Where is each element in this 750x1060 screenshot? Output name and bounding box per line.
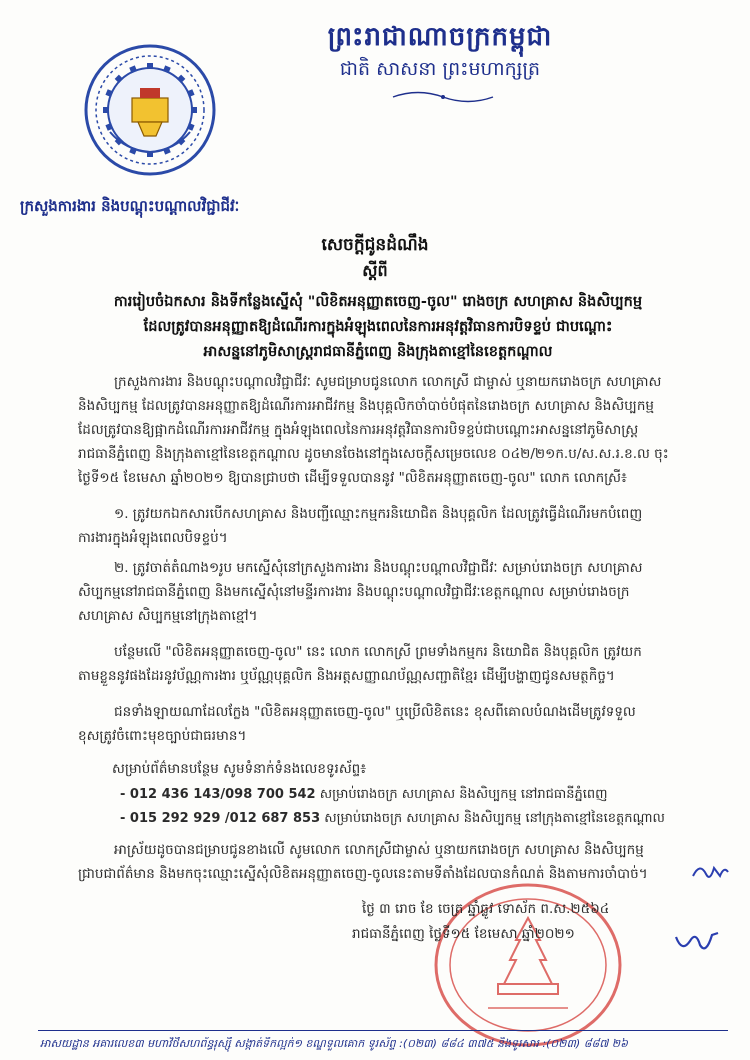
paragraph-3 xyxy=(78,640,708,688)
text-line: ១. ត្រូវយកឯកសារបើកសហគ្រាស និងបញ្ជីឈ្មោះកម្មករនិយោជិត និងបុគ្គលិក ដែលត្រូវធ្វើដំណើរមកបំពេញ xyxy=(114,506,643,522)
solar-date: រាជធានីភ្នំពេញ ថ្ងៃទី១៥ ខែមេសា ឆ្នាំ២០២១ xyxy=(352,926,575,942)
national-motto: ជាតិ សាសនា ព្រះមហាក្សត្រ xyxy=(339,58,541,80)
item-1 xyxy=(78,502,708,550)
text-line: ថ្ងៃទី១៥ ខែមេសា ឆ្នាំ២០២១ ឱ្យបានជ្រាបថា ដើម្បីទទួលបាននូវ "លិខិតអនុញ្ញាតចេញ-ចូល" លោក លោកស្រី៖ xyxy=(78,470,627,486)
kingdom-title: ព្រះរាជាណាចក្រកម្ពុជា xyxy=(327,22,553,52)
text-line: និងសិប្បកម្ម ដែលត្រូវបានអនុញ្ញាតឱ្យដំណើរការអាជីវកម្ម និងបុគ្គលិកចាំបាច់បំផុតនៃរោងចក្រ សហគ្រាស និងសិប្បកម្ម xyxy=(78,398,654,414)
footer-divider xyxy=(38,1030,728,1031)
initial-signature xyxy=(690,858,730,884)
subject-line: អាសន្ននៅភូមិសាស្ត្ររាជធានីភ្នំពេញ និងក្រុងតាខ្មៅនៃខេត្តកណ្តាល xyxy=(203,344,553,360)
text-line: តាមខ្លួននូវផងដែរនូវប័ណ្ណការងារ ឬប័ណ្ណបុគ្គលិក និងអត្តសញ្ញាណប័ណ្ណសញ្ជាតិខ្មែរ ដើម្បីបង្ហាញជូនសមត្ថកិច្ច។ xyxy=(78,668,615,684)
intro-paragraph xyxy=(78,370,708,490)
ornament-divider xyxy=(388,90,498,104)
lunar-date: ថ្ងៃ ៣ រោច ខែ ចេត្រ ឆ្នាំឆ្លូវ ទោស័ក ព.ស.២៥៦៤ xyxy=(362,901,610,917)
text-line: ដែលត្រូវបានឱ្យផ្អាកដំណើរការអាជីវកម្ម ក្នុងអំឡុងពេលនៃការអនុវត្តវិធានការបិទខ្ទប់ជាបណ្តោះអាសន្ននៅភូមិសាស្ត្រ xyxy=(78,422,639,438)
text-line: បន្ថែមលើ "លិខិតអនុញ្ញាតចេញ-ចូល" នេះ លោក លោកស្រី ព្រមទាំងកម្មករ និយោជិត និងបុគ្គលិក ត្រូវយក xyxy=(114,644,642,660)
text-line: អាស្រ័យដូចបានជម្រាបជូនខាងលើ សូមលោក លោកស្រីជាម្ចាស់ ឬនាយករោងចក្រ សហគ្រាស និងសិប្បកម្ម xyxy=(114,842,644,858)
text-line: សិប្បកម្មនៅរាជធានីភ្នំពេញ និងមកស្នើសុំនៅមន្ទីរការងារ និងបណ្តុះបណ្តាលវិជ្ជាជីវៈខេត្តកណ្តាល សម្រាប់រោងចក្រ xyxy=(78,584,630,600)
phone-number: - 012 436 143/098 700 542 xyxy=(120,787,316,802)
text-line: ការងារក្នុងអំឡុងពេលបិទខ្ទប់។ xyxy=(78,530,228,546)
ministry-name: ក្រសួងការងារ និងបណ្តុះបណ្តាលវិជ្ជាជីវៈ xyxy=(20,197,240,215)
subject-line: ការរៀបចំឯកសារ និងទីកន្លែងស្នើសុំ "លិខិតអនុញ្ញាតចេញ-ចូល" រោងចក្រ សហគ្រាស និងសិប្បកម្ម xyxy=(113,294,643,310)
phone-description: សម្រាប់រោងចក្រ សហគ្រាស និងសិប្បកម្ម នៅក្រុងតាខ្មៅនៃខេត្តកណ្តាល xyxy=(324,811,665,826)
text-line: រាជធានីភ្នំពេញ និងក្រុងតាខ្មៅនៃខេត្តកណ្តាល ដូចមានចែងនៅក្នុងសេចក្តីសម្រេចលេខ ០៤២/២១ក.ប/ស.ស.រ.ខ.ល ចុះ xyxy=(78,446,669,462)
subject-line: ដែលត្រូវបានអនុញ្ញាតឱ្យដំណើរការក្នុងអំឡុងពេលនៃការអនុវត្តវិធានការបិទខ្ទប់ ជាបណ្តោះ xyxy=(143,319,613,335)
text-line: ជនទាំងឡាយណាដែលក្លែង "លិខិតអនុញ្ញាតចេញ-ចូល" ឬប្រើលិខិតនេះ ខុសពីគោលបំណងដើមត្រូវទទួល xyxy=(114,704,636,720)
contact-line xyxy=(120,786,720,805)
footer-address: អាសយដ្ឋាន អគារលេខ៣ មហាវិថីសហព័ន្ធរុស្ស៊ី សង្កាត់ទឹកល្អក់១ ខណ្ឌទួលគោក ទូរស័ព្ទ :(០២៣) ៨៨៤ ៣៧៥ និងទូរសារ :(០២៣) ៨៨៧ ២៦ xyxy=(40,1037,628,1050)
phone-number: - 015 292 929 /012 687 853 xyxy=(120,811,321,826)
text-line: ២. ត្រូវចាត់តំណាង១រូប មកស្នើសុំនៅក្រសួងការងារ និងបណ្តុះបណ្តាលវិជ្ជាជីវៈ សម្រាប់រោងចក្រ សហគ្រាស xyxy=(114,560,643,576)
phone-description: សម្រាប់រោងចក្រ សហគ្រាស និងសិប្បកម្ម នៅរាជធានីភ្នំពេញ xyxy=(319,787,608,802)
contact-heading: សម្រាប់ព័ត៌មានបន្ថែម សូមទំនាក់ទំនងលេខទូរស័ព្ទ៖ xyxy=(112,761,367,777)
ministry-logo xyxy=(80,40,220,180)
notice-title: សេចក្តីជូនដំណឹង xyxy=(321,235,429,255)
paragraph-4 xyxy=(78,700,708,748)
item-2 xyxy=(78,556,708,628)
text-line: សហគ្រាស សិប្បកម្មនៅក្រុងតាខ្មៅ។ xyxy=(78,608,258,624)
about-label: ស្តីពី xyxy=(362,261,388,280)
closing-paragraph xyxy=(78,838,708,886)
text-line: ខុសត្រូវចំពោះមុខច្បាប់ជាធរមាន។ xyxy=(78,728,247,744)
subject-block xyxy=(38,290,718,365)
text-line: ជ្រាបជាព័ត៌មាន និងមកចុះឈ្មោះស្នើសុំលិខិតអនុញ្ញាតចេញ-ចូលនេះតាមទីតាំងដែលបានកំណត់ និងតាមការចាំបាច់។ xyxy=(78,866,648,882)
text-line: ក្រសួងការងារ និងបណ្តុះបណ្តាលវិជ្ជាជីវៈ សូមជម្រាបជូនលោក លោកស្រី ជាម្ចាស់ ឬនាយករោងចក្រ សហគ្រាស xyxy=(114,374,662,390)
contact-line xyxy=(120,810,720,829)
signature xyxy=(672,927,722,957)
